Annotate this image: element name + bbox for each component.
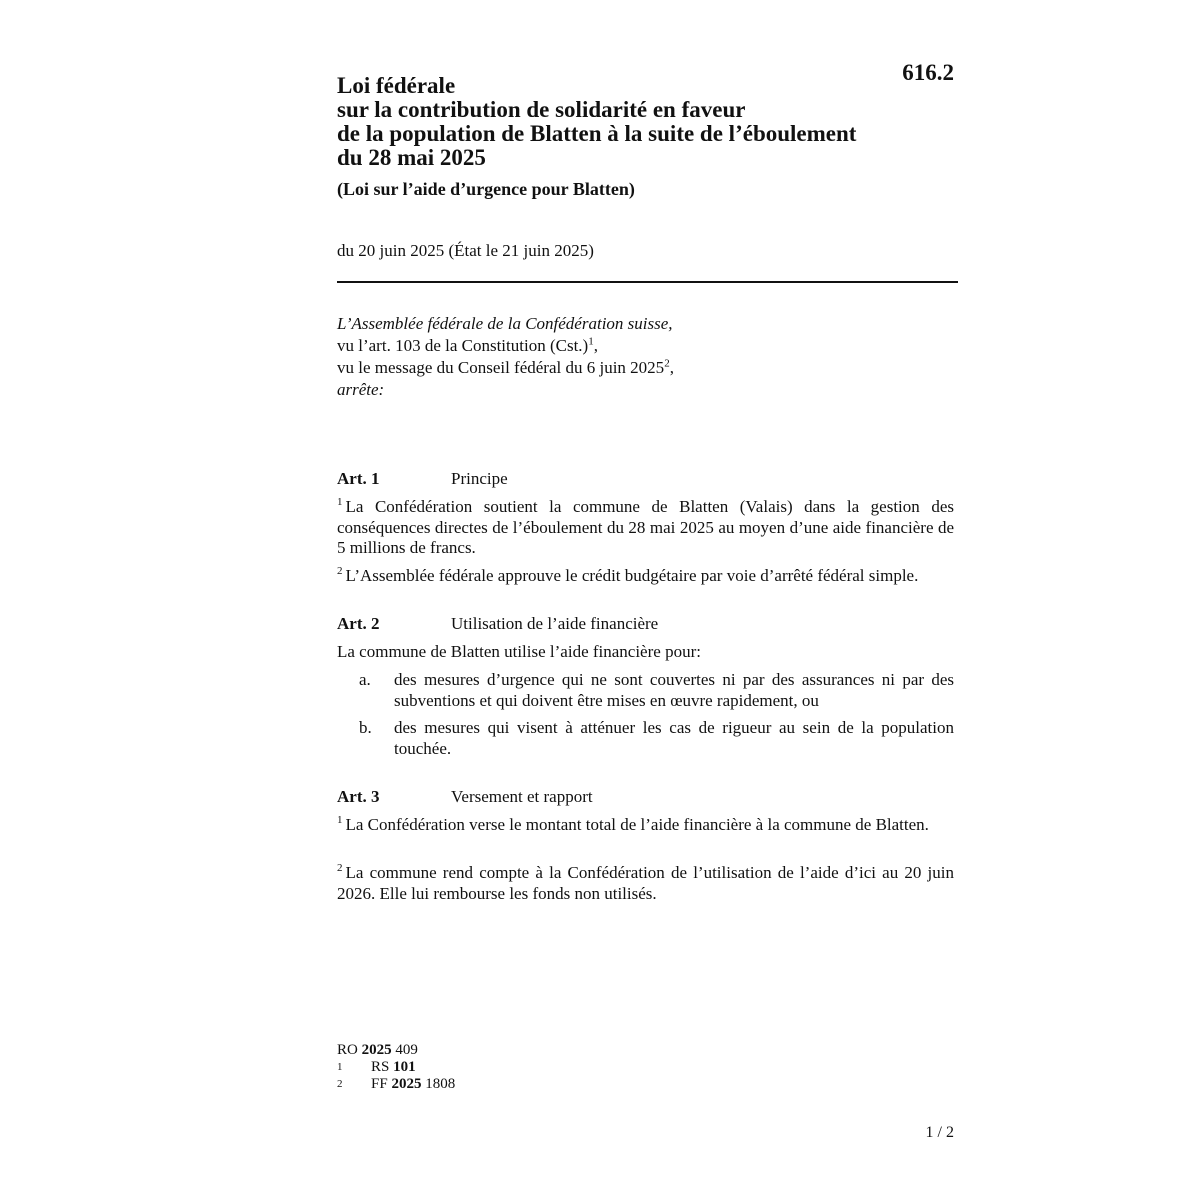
preamble-basis-text: vu l’art. 103 de la Constitution (Cst.) [337, 336, 589, 355]
ro-reference [337, 1042, 455, 1059]
sr-number: 616.2 [902, 60, 954, 85]
date-line: du 20 juin 2025 (État le 21 juin 2025) [337, 241, 594, 260]
footnotes [337, 1042, 455, 1093]
paragraph-number: 2 [337, 565, 343, 578]
footnote-text [371, 1059, 416, 1076]
footnote-ref-1[interactable]: 1 [588, 335, 594, 348]
article-1-number: Art. 1 [337, 469, 380, 488]
footnote-number: 2 [337, 1078, 343, 1090]
paragraph-number: 1 [337, 814, 343, 827]
article-3-paragraph-1 [337, 815, 954, 836]
footnote-number: 1 [337, 1061, 343, 1073]
law-title [337, 74, 917, 170]
preamble-decree: arrête: [337, 380, 385, 399]
footnote-prefix: RS [371, 1059, 390, 1075]
paragraph-text: La Confédération verse le montant total de l’aide financière à la commune de Blatten. [345, 815, 929, 834]
paragraph-number: 1 [337, 496, 343, 509]
preamble-message-suffix: , [669, 358, 674, 377]
header-divider [337, 281, 958, 283]
paragraph-text: La commune rend compte à la Confédération de l’utilisation de l’aide d’ici au 20 juin 2026. Elle lui rembourse les fonds non utilisés. [337, 863, 954, 903]
preamble-message [337, 357, 674, 378]
paragraph-text: L’Assemblée fédérale approuve le crédit budgétaire par voie d’arrêté fédéral simple. [345, 566, 919, 585]
list-item-text: des mesures qui visent à atténuer les cas de rigueur au sein de la population touchée. [394, 718, 954, 758]
preamble-basis-suffix: , [593, 336, 598, 355]
paragraph-text: La Confédération soutient la commune de Blatten (Valais) dans la gestion des conséquences directes de l’éboulement du 28 mai 2025 au moyen d’une aide financière de 5 millions de francs. [337, 497, 954, 557]
footnote-ref-2[interactable]: 2 [664, 357, 670, 370]
footnote-1 [337, 1059, 455, 1076]
list-marker: b. [359, 718, 372, 737]
article-1-paragraph-1 [337, 497, 954, 559]
law-title-line-3: de la population de Blatten à la suite de l’éboulement [337, 121, 857, 146]
list-item-text: des mesures d’urgence qui ne sont couvertes ni par des assurances ni par des subventions et qui doivent être mises en œuvre rapidement, ou [394, 670, 954, 710]
law-title-line-1: Loi fédérale [337, 73, 456, 98]
article-2-number: Art. 2 [337, 614, 380, 633]
article-1-paragraph-2 [337, 566, 954, 587]
article-3-number: Art. 3 [337, 787, 380, 806]
ro-year: 2025 [361, 1042, 392, 1058]
list-marker: a. [359, 670, 371, 689]
footnote-text [371, 1076, 455, 1093]
paragraph-number: 2 [337, 862, 343, 875]
article-2-intro: La commune de Blatten utilise l’aide financière pour: [337, 642, 701, 661]
article-2-item-a [359, 670, 954, 711]
footnote-bold: 2025 [391, 1076, 422, 1092]
law-title-line-2: sur la contribution de solidarité en faveur [337, 97, 746, 122]
footnote-2 [337, 1076, 455, 1093]
article-3-title: Versement et rapport [451, 787, 593, 806]
ro-prefix: RO [337, 1042, 358, 1058]
footnote-bold: 101 [393, 1059, 416, 1075]
ro-page: 409 [395, 1042, 418, 1058]
preamble-basis [337, 335, 674, 356]
article-1-title: Principe [451, 469, 508, 488]
article-2-title: Utilisation de l’aide financière [451, 614, 659, 633]
footnote-rest: 1808 [425, 1076, 456, 1092]
footnote-prefix: FF [371, 1076, 388, 1092]
article-2-heading [337, 614, 658, 634]
short-title: (Loi sur l’aide d’urgence pour Blatten) [337, 179, 635, 199]
article-2-item-b [359, 718, 954, 759]
preamble-author: L’Assemblée fédérale de la Confédération suisse, [337, 314, 673, 333]
preamble [337, 313, 674, 401]
article-3-paragraph-2 [337, 863, 954, 904]
article-3-heading [337, 787, 593, 807]
article-1-heading [337, 469, 508, 489]
page-number: 1 / 2 [925, 1124, 954, 1141]
preamble-message-text: vu le message du Conseil fédéral du 6 juin 2025 [337, 358, 665, 377]
document-page [337, 0, 958, 1200]
law-title-line-4: du 28 mai 2025 [337, 145, 486, 170]
